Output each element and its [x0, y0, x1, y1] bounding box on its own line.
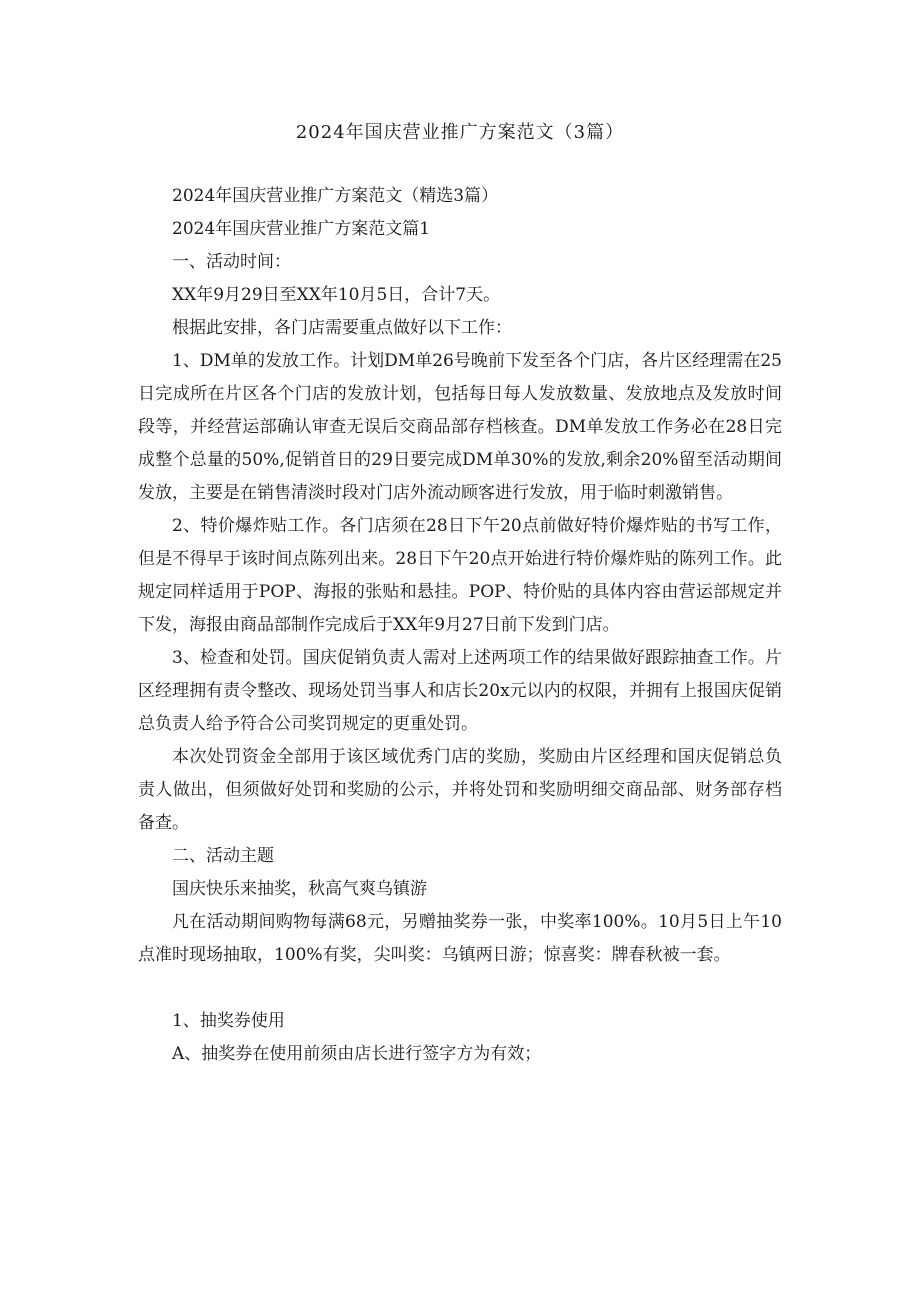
paragraph-subtitle: 2024年国庆营业推广方案范文（精选3篇） — [172, 186, 499, 206]
paragraph-article-heading: 2024年国庆营业推广方案范文篇1 — [172, 219, 431, 239]
paragraph-theme-slogan: 国庆快乐来抽奖，秋高气爽乌镇游 — [172, 879, 427, 899]
paragraph-arrangement: 根据此安排，各门店需要重点做好以下工作： — [172, 318, 512, 338]
paragraph-lottery-rules: 凡在活动期间购物每满68元，另赠抽奖券一张，中奖率100%。10月5日上午10点准时现场抽取，100%有奖，尖叫奖：乌镇两日游；惊喜奖：牌春秋被一套。 — [138, 912, 782, 965]
paragraph-section-time: 一、活动时间： — [172, 252, 291, 272]
paragraph-ticket-signature: A、抽奖券在使用前须由店长进行签字方为有效； — [172, 1044, 542, 1064]
paragraph-ticket-usage: 1、抽奖券使用 — [172, 1011, 285, 1031]
paragraph-dates: XX年9月29日至XX年10月5日，合计7天。 — [172, 285, 501, 305]
paragraph-section-theme: 二、活动主题 — [172, 846, 274, 866]
paragraph-gap — [138, 972, 782, 1005]
paragraph-penalty-fund: 本次处罚资金全部用于该区域优秀门店的奖励，奖励由片区经理和国庆促销总负责人做出，但须做好处罚和奖励的公示，并将处罚和奖励明细交商品部、财务部存档备查。 — [138, 747, 782, 833]
document-body — [138, 180, 782, 1071]
paragraph-special-price-stickers: 2、特价爆炸贴工作。各门店须在28日下午20点前做好特价爆炸贴的书写工作，但是不得早于该时间点陈列出来。28日下午20点开始进行特价爆炸贴的陈列工作。此规定同样适用于POP、海报的张贴和悬挂。POP、特价贴的具体内容由营运部规定并下发，海报由商品部制作完成后于XX年9月27日前下发到门店。 — [138, 516, 782, 635]
paragraph-dm-flyers: 1、DM单的发放工作。计划DM单26号晚前下发至各个门店，各片区经理需在25日完成所在片区各个门店的发放计划，包括每日每人发放数量、发放地点及发放时间段等，并经营运部确认审查无误后交商品部存档核查。DM单发放工作务必在28日完成整个总量的50%,促销首日的29日要完成DM单30%的发放,剩余20%留至活动期间发放，主要是在销售清淡时段对门店外流动顾客进行发放，用于临时刺激销售。 — [138, 351, 782, 503]
paragraph-inspection: 3、检查和处罚。国庆促销负责人需对上述两项工作的结果做好跟踪抽查工作。片区经理拥有责令整改、现场处罚当事人和店长20x元以内的权限，并拥有上报国庆促销总负责人给予符合公司奖罚规定的更重处罚。 — [138, 648, 782, 734]
document-title: 2024年国庆营业推广方案范文（3篇） — [295, 122, 625, 143]
